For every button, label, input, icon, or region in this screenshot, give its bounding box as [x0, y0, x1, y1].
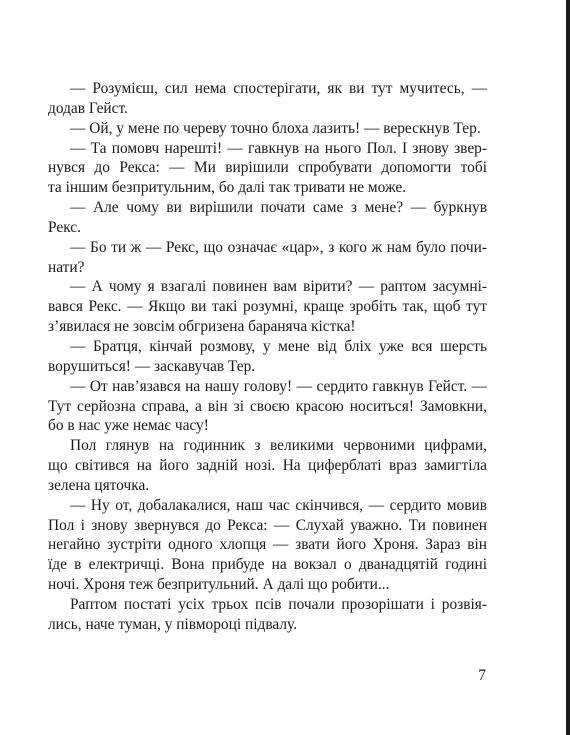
- text-line: Пол глянув на годинник з великими червоними цифрами,: [70, 437, 487, 455]
- text-line: — А чому я взагалі повинен вам вірити? — раптом засумні-: [70, 278, 487, 296]
- text-line: — Та помовч нарешті! — гавкнув на нього Пол. І знову звер-: [70, 139, 487, 157]
- text-line: Рекс.: [48, 218, 81, 236]
- text-line: ворушиться! — заскавучав Тер.: [48, 357, 256, 375]
- text-line: що світився на його задній нозі. На циферблаті враз замигтіла: [48, 457, 487, 475]
- text-line: з’явилася не зовсім обгризена баранячa кістка!: [48, 318, 356, 336]
- text-line: Тут серйозна справа, а він зі своєю красою носиться! Замовкни,: [48, 397, 487, 415]
- body-text: [48, 79, 487, 635]
- page-edge-rule: [566, 0, 570, 735]
- page-number: 7: [478, 667, 486, 684]
- text-line: та іншим безпритульним, бо далі так тривати не може.: [48, 179, 407, 197]
- text-line: негайно зустріти одного хлопця — звати його Хроня. Зараз він: [48, 536, 487, 554]
- text-line: нати?: [48, 258, 85, 276]
- text-line: лись, наче туман, у півмороці підвалу.: [48, 615, 298, 633]
- text-line: — Братця, кінчай розмову, у мене від бліх уже вся шерсть: [70, 337, 487, 355]
- text-line: Раптом постаті усіх трьох псів почали прозорішати і розвія-: [70, 595, 487, 613]
- text-line: нувся до Рекса: — Ми вирішили спробувати допомогти тобі: [48, 159, 487, 177]
- text-line: — Розумієш, сил нема спостерігати, як ви тут мучитесь, —: [70, 80, 487, 97]
- text-line: — От нав’язався на нашу голову! — сердито гавкнув Гейст. —: [70, 377, 487, 395]
- text-line: бо в нас уже немає часу!: [48, 417, 209, 435]
- text-line: зелена цяточка.: [48, 476, 150, 494]
- text-line: ночі. Хроня теж безпритульний. А далі що робити...: [48, 576, 390, 594]
- text-line: Пол і знову звернувся до Рекса: — Слухай уважно. Ти повинен: [48, 516, 487, 534]
- text-line: — Ну от, добалакалися, наш час скінчився, — сердито мовив: [70, 496, 487, 514]
- text-line: їде в електричці. Вона прибуде на вокзал о дванадцятій годині: [48, 556, 487, 574]
- text-line: — Бо ти ж — Рекс, що означає «цар», з кого ж нам було почи-: [70, 238, 487, 256]
- text-line: додав Гейст.: [48, 99, 128, 117]
- text-line: — Ой, у мене по череву точно блоха лазить! — верескнув Тер.: [70, 119, 481, 137]
- text-line: вався Рекс. — Якщо ви такі розумні, краще зробіть так, щоб тут: [48, 298, 487, 316]
- text-line: — Але чому ви вирішили почати саме з мене? — буркнув: [70, 199, 487, 217]
